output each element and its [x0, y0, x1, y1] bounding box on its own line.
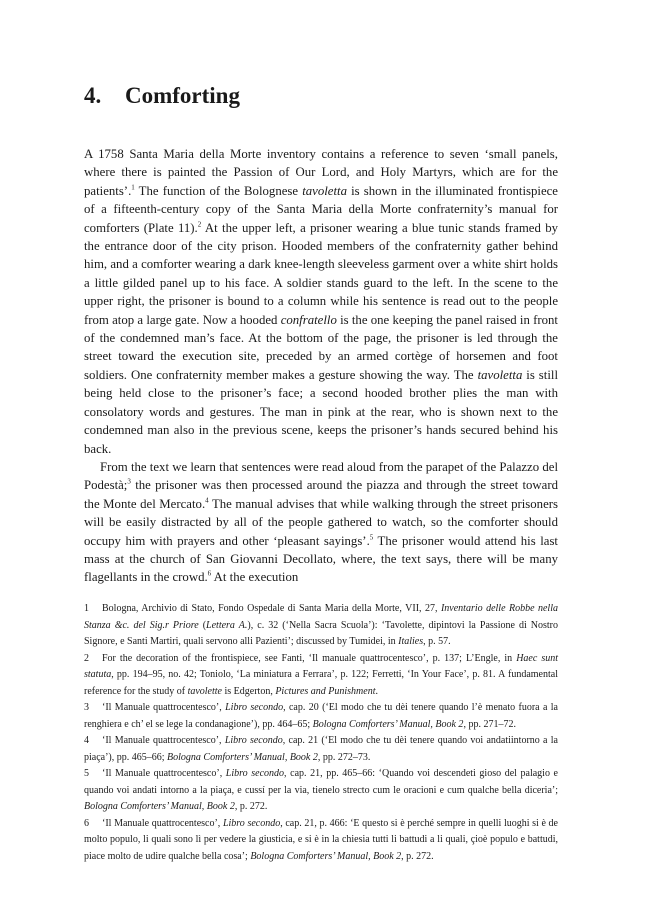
italic-text: Haec sunt statuta [84, 652, 558, 680]
text-run: , cap. 20 (‘El modo che tu dèi tenere quando l’è menato fuora a la renghiera e ch’ el se lege la condanagione’), pp. 464–65; [84, 702, 558, 730]
footnote-ref: 1 [131, 183, 135, 192]
text-run: , cap. 21, pp. 465–66: ‘Quando voi descendeti gioso del palagio e quando voi andati intorno a la piaça, e cussí per la via, tienelo strecto cum le oracioni e cum qualche bella diceria’; [84, 768, 558, 796]
italic-text: Libro secondo [222, 817, 281, 829]
paragraph-2 [84, 458, 558, 587]
footnote-number: 6 [84, 817, 89, 829]
text-run: is shown in the illuminated frontispiece of a fifteenth-century copy of the Santa Maria della Morte confraternity’s manual for comforters (Plate 11). [84, 183, 558, 235]
text-run: , pp. 271–72. [463, 718, 516, 730]
footnotes [84, 601, 558, 865]
text-run: , p. 272. [401, 850, 434, 862]
text-run: , pp. 194–95, no. 42; Toniolo, ‘La miniatura a Ferrara’, p. 122; Ferretti, ‘In Your Face’, p. 81. A fundamental reference for the study of [84, 669, 558, 697]
text-run: , pp. 272–73. [317, 751, 371, 763]
footnote [84, 816, 558, 866]
text-run: , cap. 21, p. 466: ‘E questo si è perché sempre in quelli luoghi si è de molto populo, li quali sono lì per vedere la giusticia, e si è in la chiesia tutti li battudi a li quali, çioè populo e battudi, piace molto de udire qualche bella cosa’; [84, 817, 558, 862]
footnote [84, 601, 558, 651]
italic-text: Bologna Comforters’ Manual, Book 2 [84, 801, 235, 812]
italic-text: Lettera A. [206, 619, 248, 631]
footnote-ref: 5 [369, 533, 374, 542]
chapter-heading [84, 82, 240, 110]
italic-text: Libro secondo [225, 702, 284, 713]
text-run: ( [198, 619, 207, 631]
footnote [84, 766, 558, 816]
footnote [84, 733, 558, 766]
text-run: For the decoration of the frontispiece, see Fanti, ‘Il manuale quattrocentesco’, p. 137; L’Engle, in [102, 652, 517, 664]
text-run: ), c. 32 (‘Nella Sacra Scuola’): ‘Tavolette, dipintovi la Passione di Nostro Signore, e Santi Martiri, quali servono alli Pazienti’; discussed by Tumidei, in [84, 619, 558, 647]
text-run: The manual advises that while walking through the street prisoners will be easily distracted by all of the people gathered to watch, so the comforter should occupy him with prayers and other ‘pleasant sayings’. [84, 496, 558, 548]
text-run: , cap. 21 (‘El modo che tu dèi tenere quando voi andatiintorno a la piaça’), pp. 465–66; [84, 735, 558, 763]
text-run: At the execution [211, 570, 299, 585]
text-run: The prisoner would attend his last mass at the church of San Giovanni Decollato, where, the text says, there will be many flagellants in the crowd. [84, 533, 558, 585]
text-run: is the one keeping the panel raised in front of the condemned man’s face. At the bottom of the page, the prisoner is led through the street toward the execution site, preceded by an armed cortège of horsemen and foot soldiers. One confraternity member makes a gesture showing the way. The [84, 312, 558, 382]
chapter-title: Comforting [125, 83, 240, 108]
footnote [84, 651, 558, 701]
footnote-number: 2 [84, 652, 89, 664]
italic-text: Libro secondo [225, 768, 285, 779]
italic-text: confratello [280, 312, 337, 327]
italic-text: Inventario delle Robbe nella Stanza &c. del Sig.r Priore [84, 603, 558, 631]
footnote-number: 1 [84, 603, 89, 614]
text-run: the prisoner was then processed around the piazza and through the street toward the Monte del Mercato. [84, 478, 558, 511]
text-run: ‘Il Manuale quattrocentesco’, [102, 768, 226, 779]
text-run: ‘Il Manuale quattrocentesco’, [102, 702, 226, 713]
footnote-ref: 2 [197, 220, 202, 229]
text-run: is still being held close to the prisoner’s face; a second hooded brother plies the man with consolatory words and gestures. The man in pink at the rear, who is shown next to the condemned man also in the previous scene, keeps the prisoner’s hands secured behind his back. [84, 367, 558, 456]
text-run: At the upper left, a prisoner wearing a blue tunic stands framed by the entrance door of the city prison. Hooded members of the confraternity gather behind him, and a comforter wearing a dark knee-length sleeveless garment over a white shirt holds a little gilded panel up to his face. A soldier stands guard to the left. In the scene to the upper right, the prisoner is bound to a column while his sentence is read out to the people from atop a large gate. Now a hooded [84, 220, 558, 327]
footnote-number: 3 [84, 702, 89, 713]
text-run: ‘Il Manuale quattrocentesco’, [102, 735, 225, 746]
italic-text: Bologna Comforters’ Manual, Book 2 [250, 850, 402, 862]
body-text [84, 145, 558, 587]
text-run: , p. 272. [234, 801, 268, 812]
text-run: Bologna, Archivio di Stato, Fondo Ospedale di Santa Maria della Morte, VII, 27, [102, 603, 441, 614]
footnote [84, 700, 558, 733]
footnote-ref: 3 [127, 478, 131, 487]
italic-text: tavolette [187, 685, 222, 697]
italic-text: Bologna Comforters’ Manual, Book 2 [167, 751, 318, 763]
text-run: A 1758 Santa Maria della Morte inventory contains a reference to seven ‘small panels, where there is painted the Passion of Our Lord, and Holy Martyrs, which are for the patients’. [84, 147, 558, 198]
italic-text: Italies [398, 636, 424, 647]
italic-text: tavoletta [477, 367, 523, 382]
footnote-number: 5 [84, 768, 89, 779]
footnote-ref: 4 [205, 496, 209, 505]
text-run: , p. 57. [423, 636, 451, 647]
text-run: ‘Il Manuale quattrocentesco’, [102, 817, 223, 829]
text-run: From the text we learn that sentences were read aloud from the parapet of the Palazzo del Podestà; [84, 459, 558, 493]
text-run: The function of the Bolognese [134, 183, 303, 198]
paragraph-1 [84, 145, 558, 458]
italic-text: tavoletta [302, 183, 347, 198]
italic-text: Pictures and Punishment [275, 685, 376, 697]
footnote-ref: 6 [207, 570, 212, 579]
text-run: . [375, 685, 378, 697]
footnote-number: 4 [84, 735, 89, 746]
text-run: is Edgerton, [222, 685, 276, 697]
italic-text: Libro secondo [224, 735, 283, 746]
chapter-number: 4. [84, 83, 102, 108]
italic-text: Bologna Comforters’ Manual, Book 2 [312, 718, 464, 730]
